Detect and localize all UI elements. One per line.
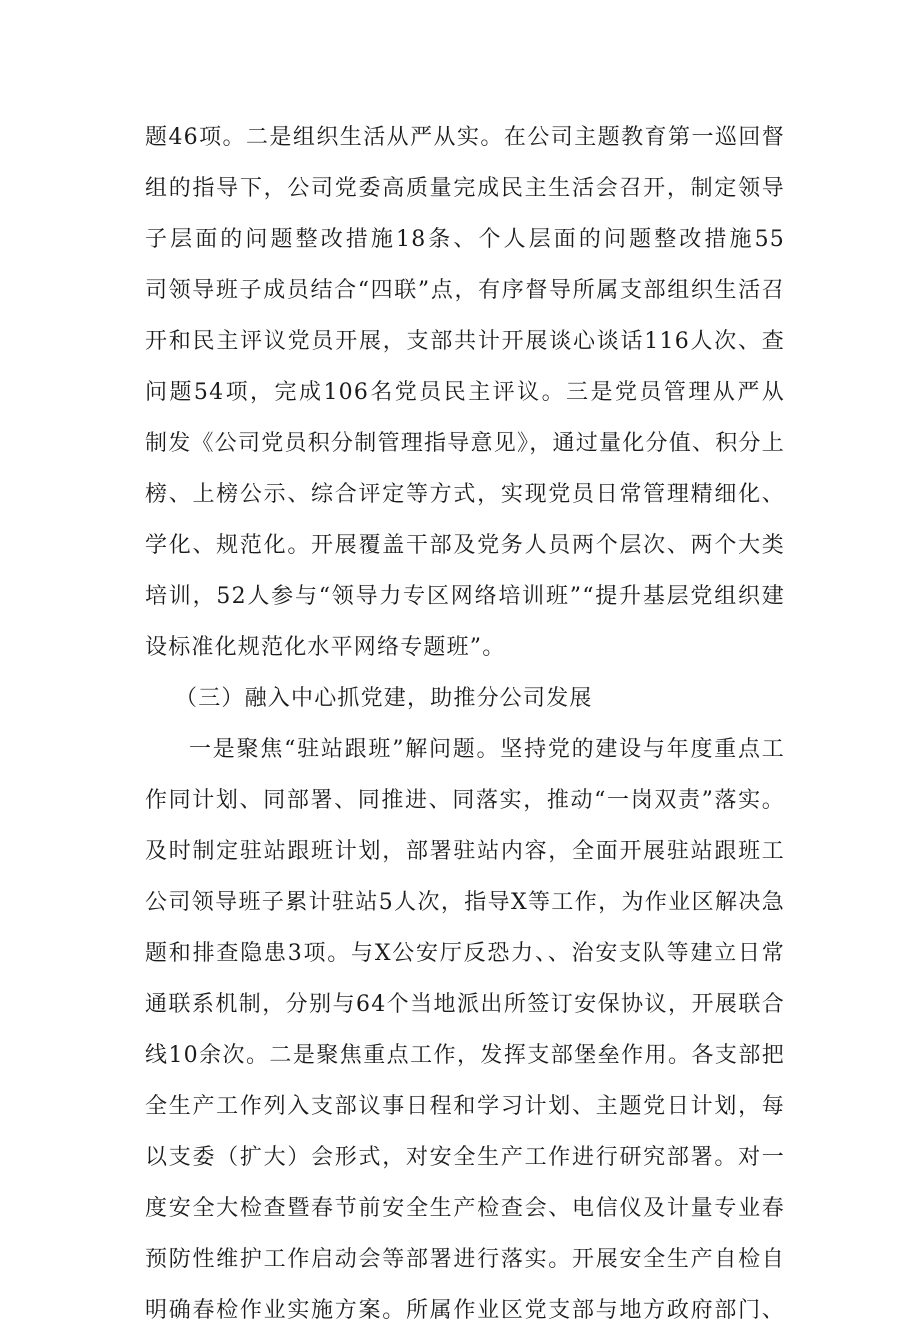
text-line: 制发《公司党员积分制管理指导意见》，通过量化分值、积分上 bbox=[145, 431, 785, 456]
text-line: 开和民主评议党员开展，支部共计开展谈心谈话116人次、查 bbox=[145, 329, 785, 354]
text-line: 度安全大检查暨春节前安全生产检查会、电信仪及计量专业春 bbox=[145, 1196, 785, 1221]
text-line: 题和排查隐患3项。与X公安厅反恐力、、治安支队等建立日常 bbox=[145, 941, 785, 966]
text-line: 作同计划、同部署、同推进、同落实，推动“一岗双责”落实。 bbox=[145, 788, 785, 813]
text-line: 及时制定驻站跟班计划，部署驻站内容，全面开展驻站跟班工 bbox=[145, 839, 785, 864]
text-line: 预防性维护工作启动会等部署进行落实。开展安全生产自检自 bbox=[145, 1247, 785, 1272]
text-line: 全生产工作列入支部议事日程和学习计划、主题党日计划，每 bbox=[145, 1094, 785, 1119]
text-line: 组的指导下，公司党委高质量完成民主生活会召开，制定领导 bbox=[145, 176, 785, 201]
text-line: 子层面的问题整改措施18条、个人层面的问题整改措施55 bbox=[145, 227, 785, 252]
text-line: 明确春检作业实施方案。所属作业区党支部与地方政府部门、 bbox=[145, 1298, 785, 1323]
text-line: 线10余次。二是聚焦重点工作，发挥支部堡垒作用。各支部把 bbox=[145, 1043, 785, 1068]
section-heading: （三）融入中心抓党建，助推分公司发展 bbox=[175, 686, 593, 711]
text-line: 榜、上榜公示、综合评定等方式，实现党员日常管理精细化、 bbox=[145, 482, 785, 507]
text-line: 培训，52人参与“领导力专区网络培训班”“提升基层党组织建 bbox=[145, 584, 785, 609]
text-line: 以支委（扩大）会形式，对安全生产工作进行研究部署。对一 bbox=[145, 1145, 785, 1170]
text-line: 问题54项，完成106名党员民主评议。三是党员管理从严从 bbox=[145, 380, 785, 405]
text-line: 司领导班子成员结合“四联”点，有序督导所属支部组织生活召 bbox=[145, 278, 785, 303]
paragraph-first-line: 一是聚焦“驻站跟班”解问题。坚持党的建设与年度重点工 bbox=[189, 737, 785, 762]
text-line: 设标准化规范化水平网络专题班”。 bbox=[145, 635, 506, 660]
text-line: 公司领导班子累计驻站5人次，指导X等工作，为作业区解决急 bbox=[145, 890, 785, 915]
text-line: 通联系机制，分别与64个当地派出所签订安保协议，开展联合 bbox=[145, 992, 785, 1017]
text-line: 学化、规范化。开展覆盖干部及党务人员两个层次、两个大类 bbox=[145, 533, 785, 558]
document-body bbox=[145, 112, 785, 1336]
text-line: 题46项。二是组织生活从严从实。在公司主题教育第一巡回督 bbox=[145, 125, 785, 150]
